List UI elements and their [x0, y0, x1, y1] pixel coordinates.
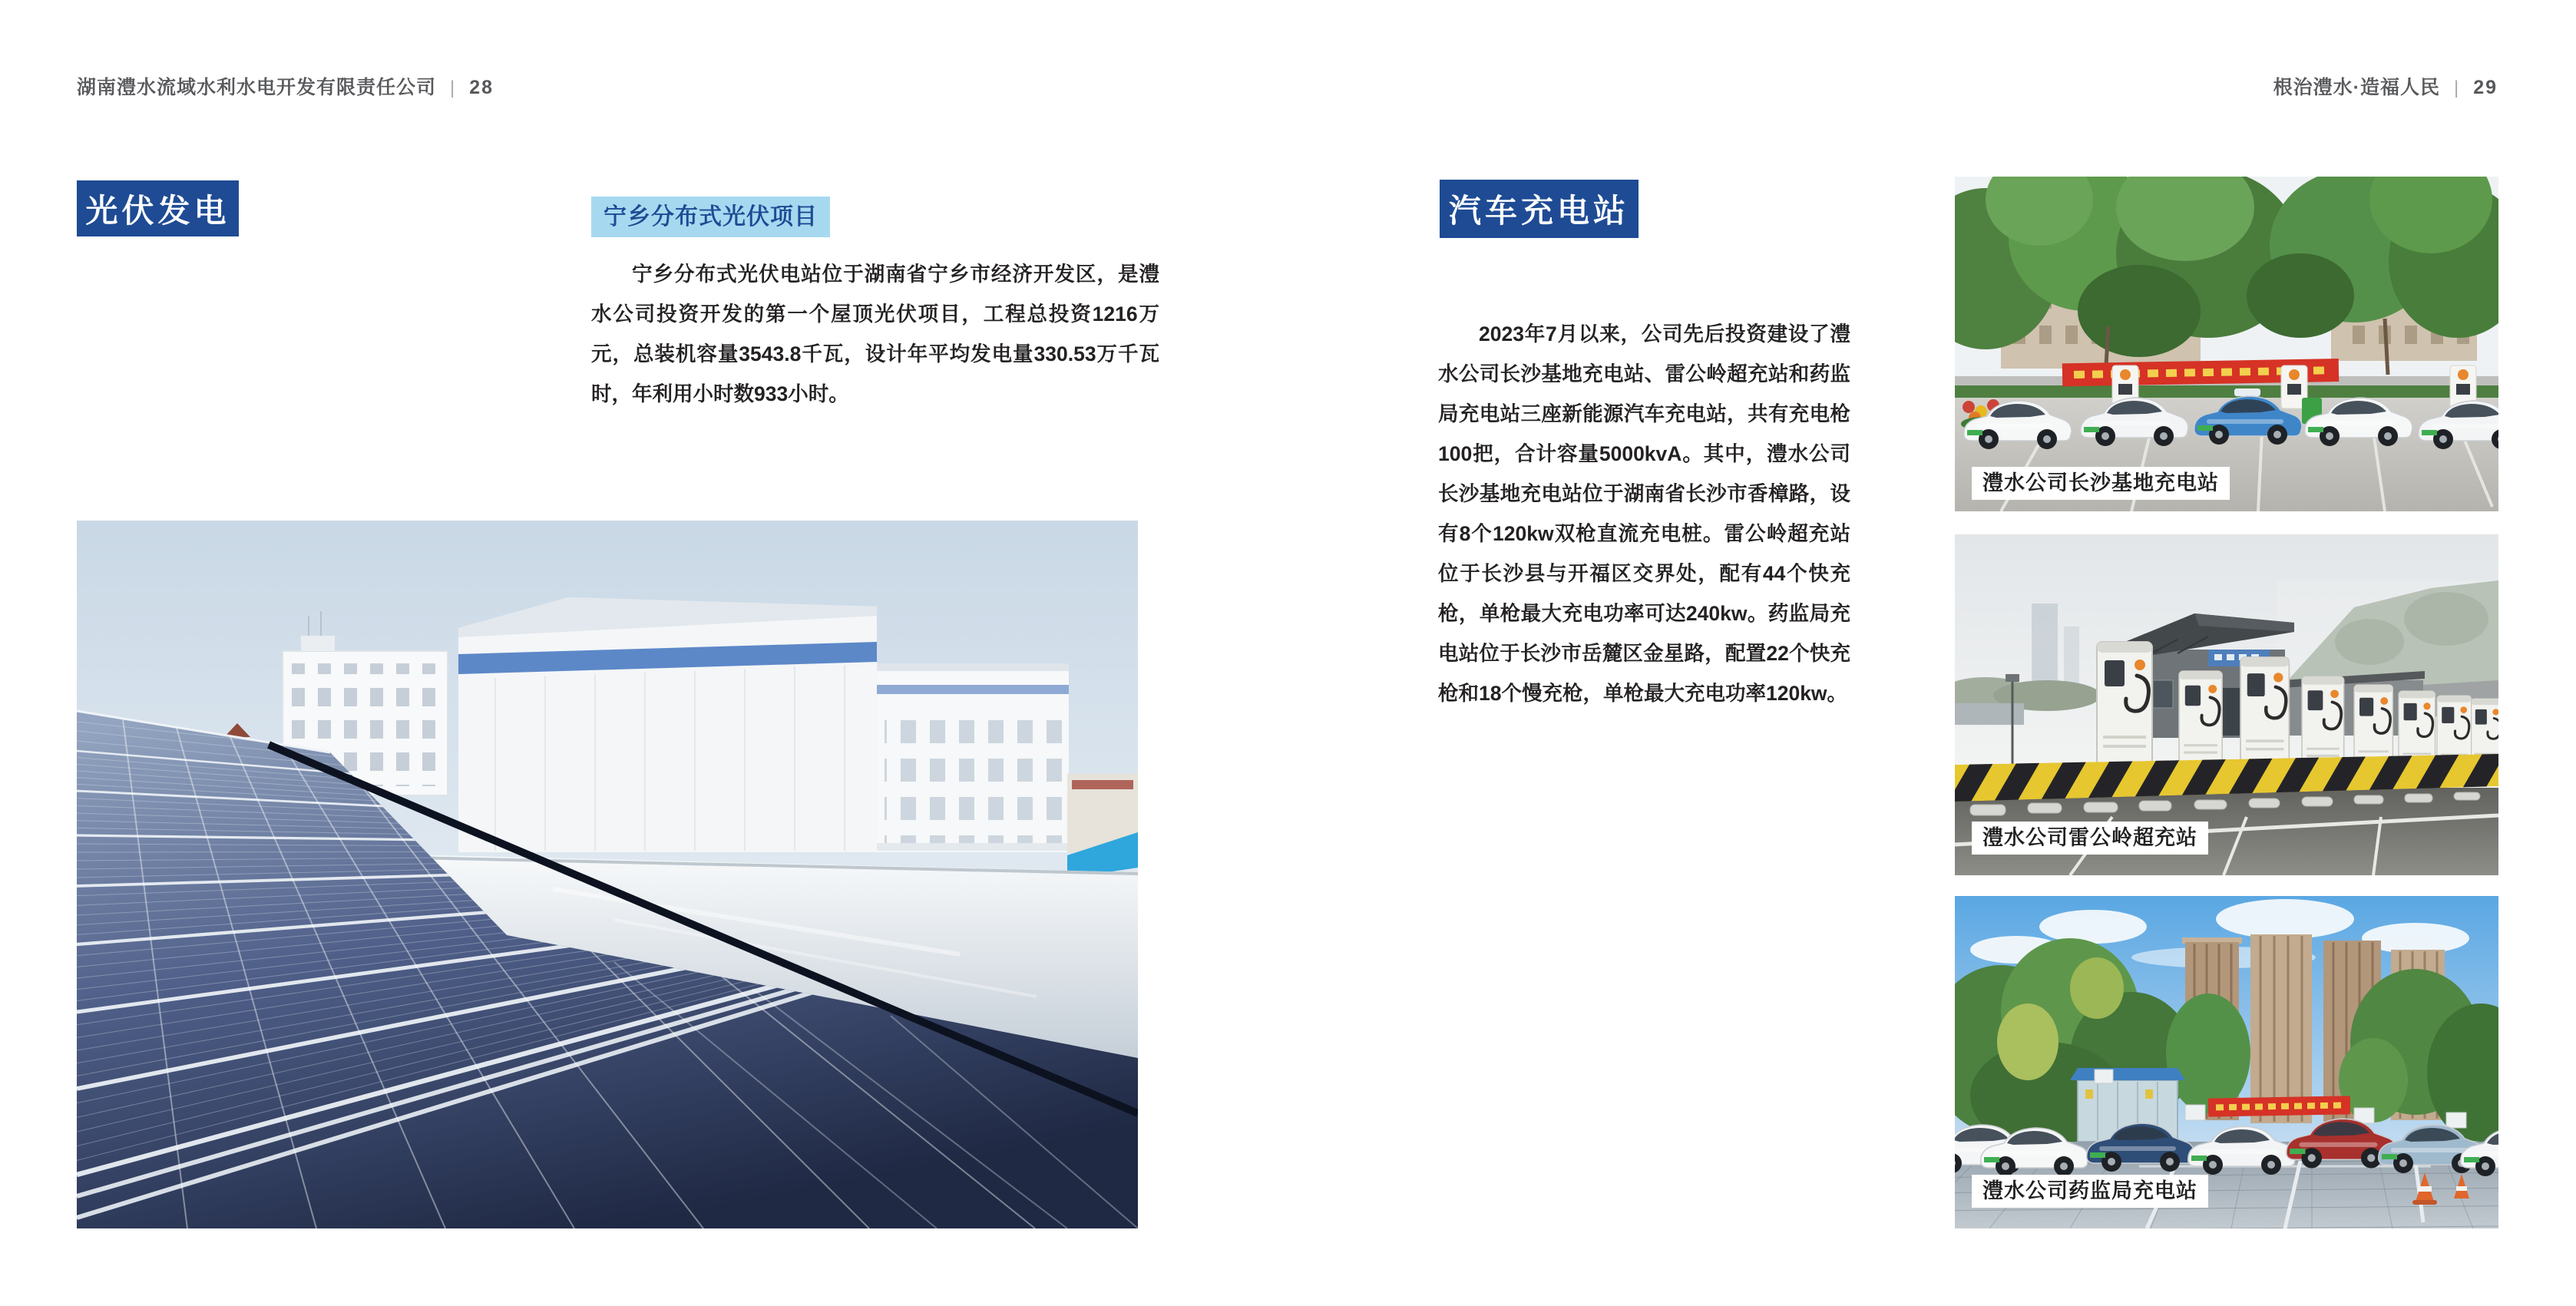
photo-changsha-base-station [1955, 177, 2498, 511]
photo-leigongling-supercharging-station [1955, 534, 2498, 875]
header-separator: | [2453, 78, 2460, 98]
page-number-left: 28 [469, 77, 494, 98]
header-separator: | [450, 78, 456, 98]
photo-yaojianju-station [1955, 896, 2498, 1228]
far-right-buildings [1067, 774, 1138, 878]
section-title-ev-charging-label: 汽车充电站 [1448, 193, 1629, 229]
header-slogan: 根治澧水·造福人民 [2273, 77, 2440, 98]
page-number-right: 29 [2473, 77, 2498, 98]
section-title-photovoltaic [77, 180, 239, 236]
section-title-photovoltaic-label: 光伏发电 [85, 192, 230, 229]
section-title-ev-charging [1440, 180, 1639, 238]
caption-changsha-base-station: 澧水公司长沙基地充电站 [1972, 467, 2230, 500]
photovoltaic-paragraph: 宁乡分布式光伏电站位于湖南省宁乡市经济开发区，是澧水公司投资开发的第一个屋顶光伏项目，工程总投资1216万元，总装机容量3543.8千瓦，设计年平均发电量330.53万千瓦时，年利用小时数933小时。 [591, 263, 1159, 405]
ev-charging-paragraph: 2023年7月以来，公司先后投资建设了澧水公司长沙基地充电站、雷公岭超充站和药监局充电站三座新能源汽车充电站，共有充电枪100把，合计容量5000kvA。其中，澧水公司长沙基地充电站位于湖南省长沙市香樟路，设有8个120kw双枪直流充电桩。雷公岭超充站位于长沙县与开福区交界处，配有44个快充枪，单枪最大充电功率可达240kw。药监局充电站位于长沙市岳麓区金星路，配置22个快充枪和18个慢充枪，单枪最大充电功率120kw。 [1438, 322, 1850, 705]
warehouse [458, 597, 877, 852]
header-left [77, 72, 494, 100]
header-company-name: 湖南澧水流域水利水电开发有限责任公司 [77, 77, 437, 98]
red-banner [2208, 1096, 2350, 1116]
photo-ningxiang-rooftop-pv [77, 521, 1138, 1228]
solar-photo-illustration [77, 521, 1138, 1228]
caption-leigongling-station: 澧水公司雷公岭超充站 [1972, 822, 2208, 855]
changsha-station-illustration [1955, 177, 2498, 511]
right-office-building [877, 663, 1069, 852]
project-subtitle-ningxiang: 宁乡分布式光伏项目 [591, 197, 830, 237]
header-right [2273, 72, 2498, 100]
caption-yaojianju-station: 澧水公司药监局充电站 [1972, 1175, 2208, 1208]
